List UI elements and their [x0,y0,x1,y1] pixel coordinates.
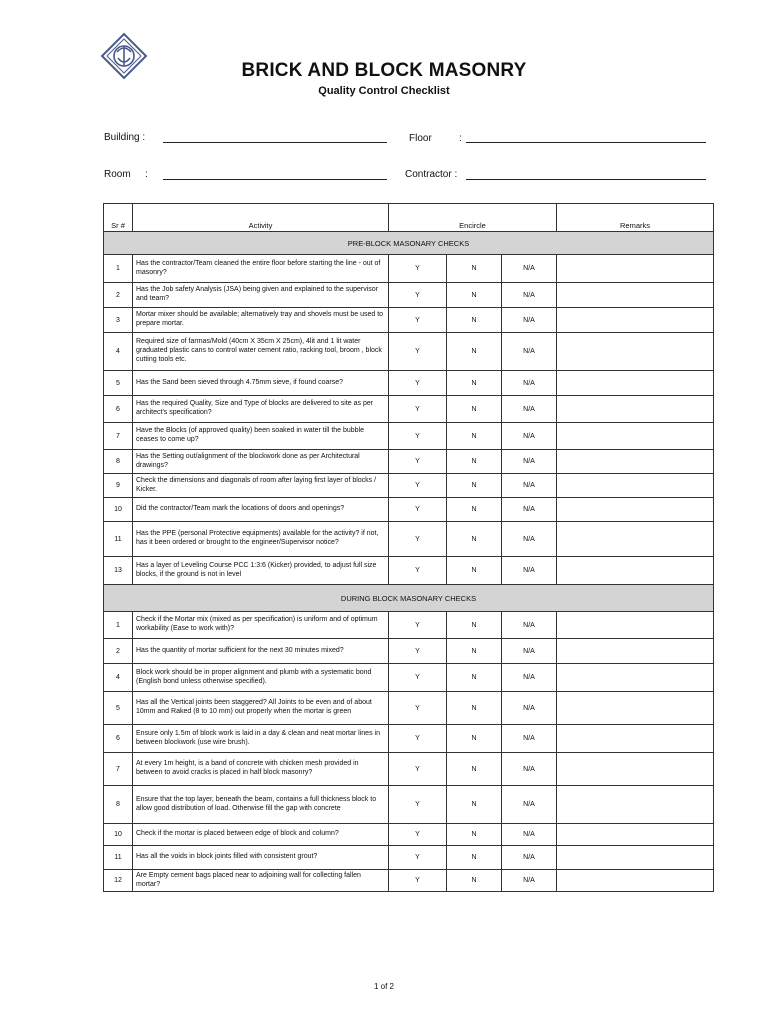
row-number: 6 [104,725,133,753]
row-number: 11 [104,846,133,870]
activity-text: Have the Blocks (of approved quality) been soaked in water till the bubble ceases to come up? [133,423,389,450]
contractor-field[interactable] [466,179,706,180]
header-remarks: Remarks [557,204,714,232]
row-number: 6 [104,396,133,423]
activity-text: Mortar mixer should be available; alternatively tray and shovels must be used to prepare mortar. [133,308,389,333]
remarks-cell[interactable] [557,423,714,450]
choice-no[interactable]: N [447,753,502,786]
activity-text: Block work should be in proper alignment and plumb with a systematic bond (English bond unless otherwise specified). [133,664,389,692]
choice-yes[interactable]: Y [389,283,447,308]
choice-na[interactable]: N/A [502,557,557,585]
table-row [104,283,714,308]
row-number: 4 [104,664,133,692]
section-title: DURING BLOCK MASONARY CHECKS [104,585,714,612]
table-row [104,753,714,786]
table-row [104,846,714,870]
row-number: 9 [104,474,133,498]
page-number: 1 of 2 [373,982,394,991]
table-row [104,371,714,396]
choice-no[interactable]: N [447,423,502,450]
choice-yes[interactable]: Y [389,371,447,396]
table-row [104,450,714,474]
remarks-cell[interactable] [557,639,714,664]
choice-no[interactable]: N [447,396,502,423]
remarks-cell[interactable] [557,255,714,283]
choice-yes[interactable]: Y [389,870,447,892]
remarks-cell[interactable] [557,664,714,692]
choice-no[interactable]: N [447,870,502,892]
activity-text: Has the PPE (personal Protective equipments) available for the activity? if not, has it been ordered or brought to the engineer/Supervisor notice? [133,522,389,557]
remarks-cell[interactable] [557,450,714,474]
choice-no[interactable]: N [447,725,502,753]
table-row [104,725,714,753]
choice-yes[interactable]: Y [389,255,447,283]
choice-na[interactable]: N/A [502,423,557,450]
contractor-label: Contractor : [405,169,458,180]
choice-no[interactable]: N [447,498,502,522]
choice-na[interactable]: N/A [502,870,557,892]
building-field[interactable] [163,142,387,143]
row-number: 13 [104,557,133,585]
activity-text: Has all the voids in block joints filled with consistent grout? [133,846,389,870]
remarks-cell[interactable] [557,824,714,846]
header-activity: Activity [133,204,389,232]
floor-field[interactable] [466,142,706,143]
row-number: 5 [104,371,133,396]
choice-yes[interactable]: Y [389,786,447,824]
choice-yes[interactable]: Y [389,423,447,450]
choice-na[interactable]: N/A [502,450,557,474]
choice-na[interactable]: N/A [502,846,557,870]
choice-yes[interactable]: Y [389,725,447,753]
choice-no[interactable]: N [447,692,502,725]
choice-no[interactable]: N [447,612,502,639]
choice-na[interactable]: N/A [502,725,557,753]
choice-na[interactable]: N/A [502,692,557,725]
choice-yes[interactable]: Y [389,498,447,522]
remarks-cell[interactable] [557,870,714,892]
choice-yes[interactable]: Y [389,846,447,870]
table-row [104,639,714,664]
choice-no[interactable]: N [447,786,502,824]
remarks-cell[interactable] [557,725,714,753]
row-number: 8 [104,450,133,474]
row-number: 1 [104,612,133,639]
activity-text: Has all the Vertical joints been staggered? All Joints to be even and of about 10mm and Raked (8 to 10 mm) out properly when the mortar is green [133,692,389,725]
remarks-cell[interactable] [557,498,714,522]
table-header-row [104,204,714,232]
choice-yes[interactable]: Y [389,474,447,498]
choice-na[interactable]: N/A [502,396,557,423]
activity-text: Has a layer of Leveling Course PCC 1:3:6 (Kicker) provided, to adjust full size blocks, if the ground is not in level [133,557,389,585]
header-sr: Sr # [104,204,133,232]
section-header-row [104,232,714,255]
choice-na[interactable]: N/A [502,612,557,639]
choice-yes[interactable]: Y [389,824,447,846]
choice-yes[interactable]: Y [389,557,447,585]
activity-text: Has the quantity of mortar sufficient for the next 30 minutes mixed? [133,639,389,664]
choice-yes[interactable]: Y [389,333,447,371]
choice-yes[interactable]: Y [389,396,447,423]
remarks-cell[interactable] [557,692,714,725]
activity-text: Check the dimensions and diagonals of room after laying first layer of blocks / Kicker. [133,474,389,498]
page-subtitle: Quality Control Checklist [318,85,450,97]
choice-no[interactable]: N [447,664,502,692]
table-row [104,333,714,371]
checklist-table [103,203,714,892]
choice-no[interactable]: N [447,283,502,308]
choice-na[interactable]: N/A [502,474,557,498]
activity-text: Check if the Mortar mix (mixed as per specification) is uniform and of optimum workability (Ease to work with)? [133,612,389,639]
remarks-cell[interactable] [557,333,714,371]
row-number: 10 [104,824,133,846]
section-title: PRE-BLOCK MASONARY CHECKS [104,232,714,255]
section-header-row [104,585,714,612]
activity-text: Check if the mortar is placed between edge of block and column? [133,824,389,846]
remarks-cell[interactable] [557,846,714,870]
choice-na[interactable]: N/A [502,308,557,333]
floor-label: Floor [409,133,432,144]
activity-text: Has the Sand been sieved through 4.75mm sieve, if found coarse? [133,371,389,396]
activity-text: Has the Setting out/alignment of the blockwork done as per Architectural drawings? [133,450,389,474]
table-row [104,870,714,892]
choice-na[interactable]: N/A [502,498,557,522]
activity-text: Ensure only 1.5m of block work is laid in a day & clean and neat mortar lines in between blockwork (use wire brush). [133,725,389,753]
building-label: Building : [104,132,146,143]
row-number: 8 [104,786,133,824]
choice-no[interactable]: N [447,333,502,371]
activity-text: Did the contractor/Team mark the locations of doors and openings? [133,498,389,522]
room-colon: : [145,169,148,180]
choice-na[interactable]: N/A [502,283,557,308]
remarks-cell[interactable] [557,753,714,786]
row-number: 4 [104,333,133,371]
table-row [104,664,714,692]
row-number: 7 [104,753,133,786]
table-row [104,522,714,557]
page-title: BRICK AND BLOCK MASONRY [241,60,527,81]
row-number: 11 [104,522,133,557]
choice-na[interactable]: N/A [502,786,557,824]
row-number: 2 [104,283,133,308]
choice-na[interactable]: N/A [502,333,557,371]
table-row [104,474,714,498]
choice-na[interactable]: N/A [502,639,557,664]
choice-no[interactable]: N [447,474,502,498]
remarks-cell[interactable] [557,396,714,423]
row-number: 7 [104,423,133,450]
choice-no[interactable]: N [447,522,502,557]
remarks-cell[interactable] [557,283,714,308]
activity-text: Required size of farmas/Mold (40cm X 35cm X 25cm), 4lit and 1 lit water graduated plastic cans to control water cement ratio, racking tool, broom , block cutting tools etc. [133,333,389,371]
table-row [104,612,714,639]
choice-yes[interactable]: Y [389,753,447,786]
choice-yes[interactable]: Y [389,639,447,664]
row-number: 1 [104,255,133,283]
table-row [104,786,714,824]
choice-no[interactable]: N [447,308,502,333]
table-row [104,557,714,585]
remarks-cell[interactable] [557,557,714,585]
choice-no[interactable]: N [447,255,502,283]
choice-yes[interactable]: Y [389,664,447,692]
activity-text: Has the required Quality, Size and Type of blocks are delivered to site as per architect's specification? [133,396,389,423]
choice-yes[interactable]: Y [389,692,447,725]
activity-text: Ensure that the top layer, beneath the beam, contains a full thickness block to allow good distribution of load. Otherwise fill the gap with concrete [133,786,389,824]
table-row [104,423,714,450]
choice-no[interactable]: N [447,371,502,396]
row-number: 10 [104,498,133,522]
header-encircle: Encircle [389,204,557,232]
activity-text: Are Empty cement bags placed near to adjoining wall for collecting fallen mortar? [133,870,389,892]
room-label: Room [104,169,131,180]
choice-no[interactable]: N [447,846,502,870]
choice-na[interactable]: N/A [502,255,557,283]
room-field[interactable] [163,179,387,180]
choice-yes[interactable]: Y [389,308,447,333]
choice-yes[interactable]: Y [389,450,447,474]
remarks-cell[interactable] [557,371,714,396]
choice-na[interactable]: N/A [502,664,557,692]
activity-text: Has the Job safety Analysis (JSA) being given and explained to the supervisor and team? [133,283,389,308]
activity-text: At every 1m height, is a band of concrete with chicken mesh provided in between to avoid cracks is placed in half block masonry? [133,753,389,786]
choice-yes[interactable]: Y [389,612,447,639]
choice-no[interactable]: N [447,450,502,474]
table-row [104,498,714,522]
row-number: 2 [104,639,133,664]
remarks-cell[interactable] [557,474,714,498]
remarks-cell[interactable] [557,522,714,557]
table-row [104,824,714,846]
remarks-cell[interactable] [557,612,714,639]
remarks-cell[interactable] [557,786,714,824]
row-number: 12 [104,870,133,892]
choice-no[interactable]: N [447,639,502,664]
choice-no[interactable]: N [447,824,502,846]
choice-na[interactable]: N/A [502,522,557,557]
row-number: 3 [104,308,133,333]
table-row [104,396,714,423]
choice-na[interactable]: N/A [502,753,557,786]
table-row [104,255,714,283]
remarks-cell[interactable] [557,308,714,333]
activity-text: Has the contractor/Team cleaned the entire floor before starting the line - out of masonry? [133,255,389,283]
choice-na[interactable]: N/A [502,371,557,396]
table-row [104,308,714,333]
choice-yes[interactable]: Y [389,522,447,557]
row-number: 5 [104,692,133,725]
choice-no[interactable]: N [447,557,502,585]
choice-na[interactable]: N/A [502,824,557,846]
table-row [104,692,714,725]
floor-colon: : [459,133,462,144]
